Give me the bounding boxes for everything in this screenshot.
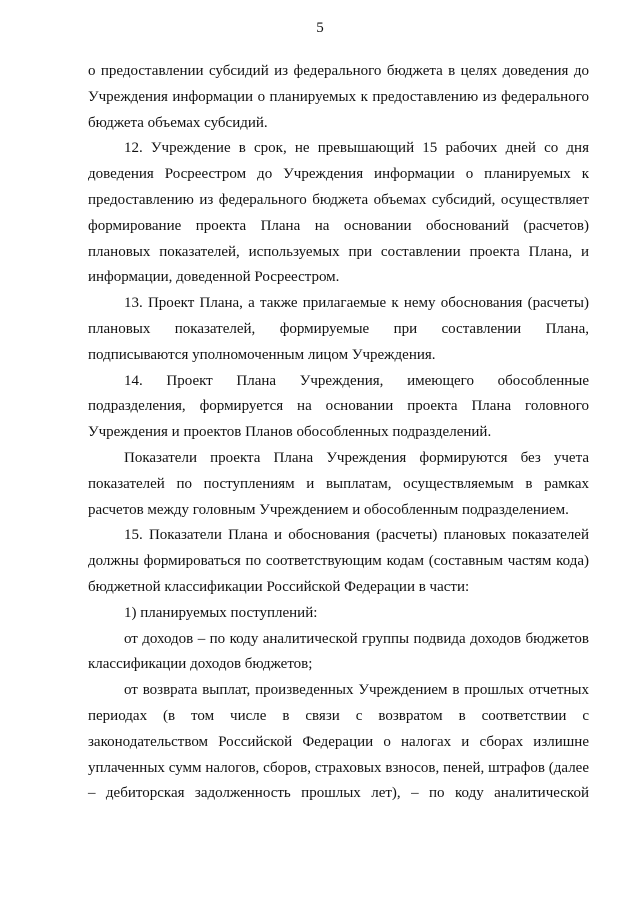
paragraph-item-14: 14. Проект Плана Учреждения, имеющего обособленные подразделения, формируется на основании проекта Плана головного Учреждения и проектов Планов обособленных подразделений. xyxy=(88,372,589,441)
paragraph-item-14-note: Показатели проекта Плана Учреждения формируются без учета показателей по поступлениям и выплатам, осуществляемым в рамках расчетов между головным Учреждением и обособленным подразделением. xyxy=(88,449,589,518)
paragraph-item-13: 13. Проект Плана, а также прилагаемые к нему обоснования (расчеты) плановых показателей, формируемые при составлении Плана, подписываются уполномоченным лицом Учреждения. xyxy=(88,295,589,363)
paragraph-intro-continuation: о предоставлении субсидий из федерального бюджета в целях доведения до Учреждения информации о планируемых к предоставлению из федерального бюджета объемах субсидий. xyxy=(88,63,589,131)
document-body xyxy=(88,59,589,807)
paragraph-subitem-1: 1) планируемых поступлений: xyxy=(124,604,318,621)
paragraph-income-source: от доходов – по коду аналитической группы подвида доходов бюджетов классификации доходов бюджетов; xyxy=(88,630,589,673)
paragraph-refund-source: от возврата выплат, произведенных Учреждением в прошлых отчетных периодах (в том числе в связи с возвратом в соответствии с законодательством Российской Федерации о налогах и сборах излишне уплаченных сумм налогов, сборов, страховых взносов, пеней, штрафов (далее – дебиторская задолженность прошлых лет), – по коду аналитической xyxy=(88,682,589,802)
page-number: 5 xyxy=(316,20,324,36)
paragraph-item-12: 12. Учреждение в срок, не превышающий 15 рабочих дней со дня доведения Росреестром до Учреждения информации о планируемых к предоставлению из федерального бюджета объемах субсидий, осуществляет формирование проекта Плана на основании обоснований (расчетов) плановых показателей, используемых при составлении проекта Плана, и информации, доведенной Росреестром. xyxy=(88,140,589,286)
paragraph-item-15: 15. Показатели Плана и обоснования (расчеты) плановых показателей должны формироваться по соответствующим кодам (составным частям кода) бюджетной классификации Российской Федерации в части: xyxy=(88,527,589,595)
